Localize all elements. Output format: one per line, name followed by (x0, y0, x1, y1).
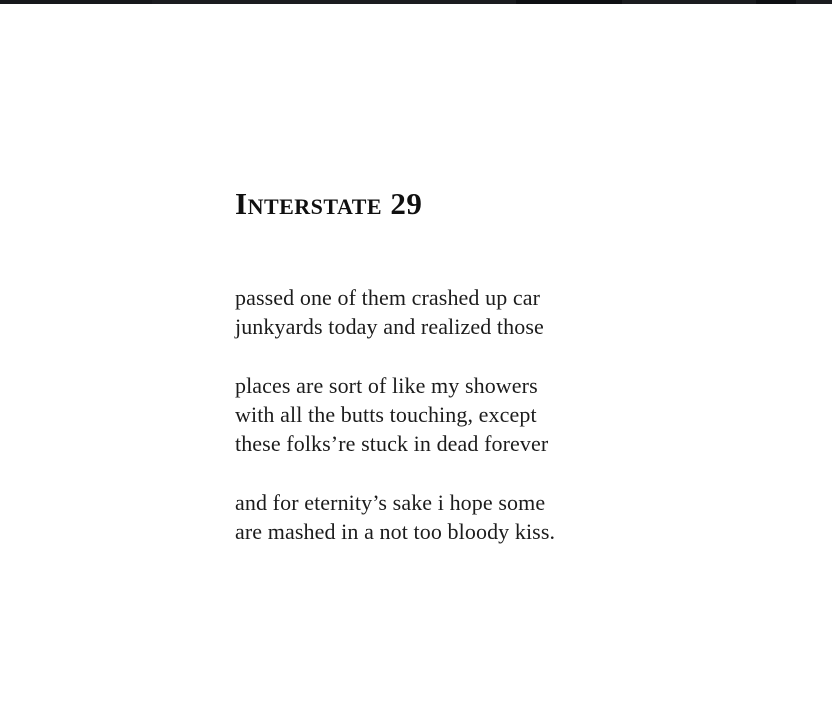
window-top-edge-segment (0, 0, 152, 4)
poem-stanza (235, 488, 665, 546)
poem-line: places are sort of like my showers (235, 373, 538, 398)
poem-stanza (235, 371, 665, 458)
window-top-edge (0, 0, 832, 4)
poem-line: passed one of them crashed up car (235, 285, 541, 310)
poem-line: are mashed in a not too bloody kiss. (235, 519, 556, 544)
window-top-edge-segment (756, 0, 796, 4)
poem-stanza (235, 283, 665, 341)
poem-line: and for eternity’s sake i hope some (235, 490, 546, 515)
poem-line: junkyards today and realized those (235, 314, 544, 339)
window-top-edge-segment (516, 0, 622, 4)
poem-title: Interstate 29 (235, 186, 423, 221)
poem-line: these folks’re stuck in dead forever (235, 431, 549, 456)
poem-line: with all the butts touching, except (235, 402, 537, 427)
poem-page (235, 188, 665, 546)
